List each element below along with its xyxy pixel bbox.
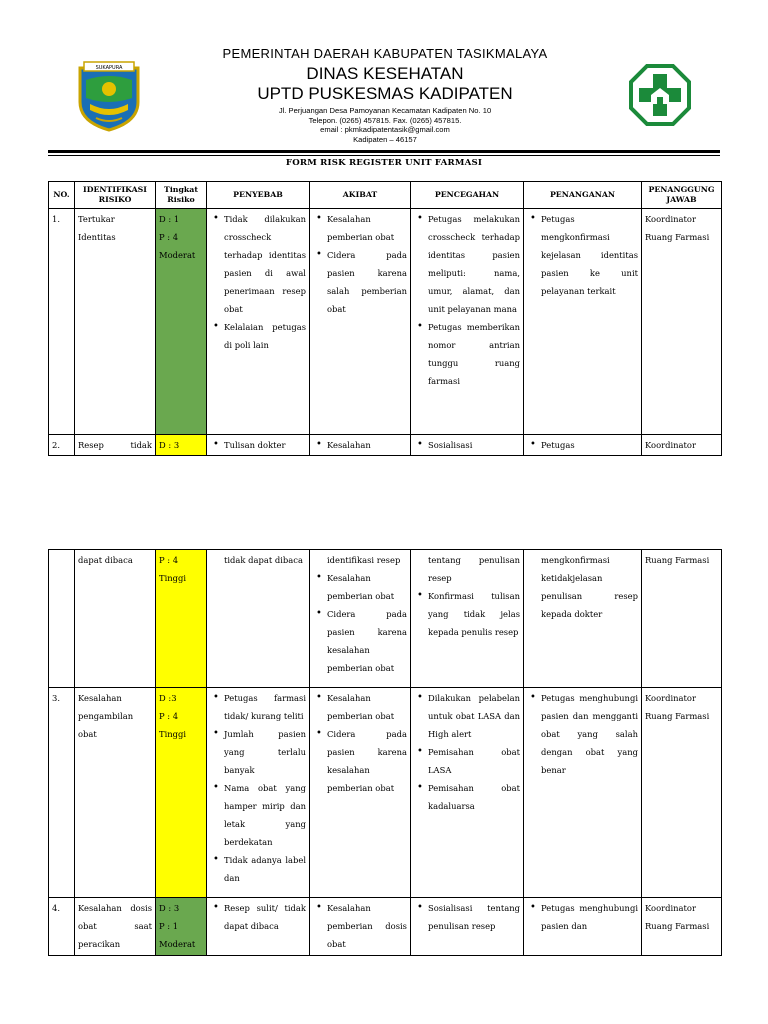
regency-crest-icon [76, 58, 142, 132]
effect-cell [310, 688, 411, 898]
handling-item: • Petugas [541, 436, 638, 454]
pic-cell: Koordinator Ruang Farmasi [642, 688, 722, 898]
handling-cell [524, 550, 642, 688]
row-no: 4. [49, 898, 75, 956]
handling-cell [524, 209, 642, 435]
risk-level-cell [156, 688, 207, 898]
effect-item: • Cidera pada pasien karena salah pemberian obat [327, 246, 407, 318]
address-line: Jl. Perjuangan Desa Pamoyanan Kecamatan Kadipaten No. 10 [278, 106, 492, 115]
cause-cell [207, 550, 310, 688]
effect-item-continued: identifikasi resep [327, 555, 401, 565]
cause-item: • Nama obat yang hamper mirip dan letak yang berdekatan [224, 779, 306, 851]
cause-item: • Kelalaian petugas di poli lain [224, 318, 306, 354]
prevention-item: • Petugas memberikan nomor antrian tunggu ruang farmasi [428, 318, 520, 390]
prevention-cell [411, 688, 524, 898]
risk-level-p: P : 1 [159, 921, 179, 931]
col-header-handling: PENANGANAN [524, 182, 642, 209]
risk-register-table [48, 181, 722, 456]
col-header-level: Tingkat Risiko [156, 182, 207, 209]
letterhead-rule [48, 150, 720, 153]
prevention-item: • Pemisahan obat LASA [428, 743, 520, 779]
handling-cell [524, 898, 642, 956]
col-header-effect: AKIBAT [310, 182, 411, 209]
handling-cell [524, 688, 642, 898]
risk-level-d: D :3 [159, 693, 177, 703]
risk-level-label: Moderat [159, 250, 196, 260]
effect-cell [310, 209, 411, 435]
table-row [49, 209, 722, 435]
risk-level-label: Tinggi [159, 573, 187, 583]
risk-identification: Kesalahan dosis obat saat peracikan [75, 898, 156, 956]
prevention-cell [411, 898, 524, 956]
address-block [200, 106, 570, 144]
risk-level-cell [156, 209, 207, 435]
prevention-item-continued: tentang penulisan resep [428, 555, 520, 583]
prevention-item: • Sosialisasi [428, 436, 520, 454]
col-header-risk: IDENTIFIKASI RISIKO [75, 182, 156, 209]
letterhead-rule-thin [48, 155, 720, 156]
handling-item: • Petugas menghubungi pasien dan mengganti obat yang salah dengan obat yang benar [541, 689, 638, 779]
phone-line: Telepon. (0265) 457815. Fax. (0265) 457815. [308, 115, 462, 125]
risk-level-label: Moderat [159, 939, 196, 949]
pic-cell: Koordinator Ruang Farmasi [642, 209, 722, 435]
pic-cell: Koordinator [642, 435, 722, 456]
effect-cell [310, 898, 411, 956]
row-no: 3. [49, 688, 75, 898]
risk-level-p: P : 4 [159, 711, 179, 721]
handling-item: • Petugas mengkonfirmasi kejelasan identitas pasien ke unit pelayanan terkait [541, 210, 638, 300]
agency-name: DINAS KESEHATAN [306, 64, 464, 83]
col-header-pic: PENANGGUNG JAWAB [642, 182, 722, 209]
pic-cell: Koordinator Ruang Farmasi [642, 898, 722, 956]
col-header-prevention: PENCEGAHAN [411, 182, 524, 209]
prevention-item: • Konfirmasi tulisan yang tidak jelas kepada penulis resep [428, 587, 520, 641]
cause-item: • Resep sulit/ tidak dapat dibaca [224, 899, 306, 935]
risk-level-cell [156, 898, 207, 956]
cause-item: • Tidak dilakukan crosscheck terhadap identitas pasien di awal penerimaan resep obat [224, 210, 306, 318]
table-row [49, 688, 722, 898]
cause-cell [207, 435, 310, 456]
handling-cell [524, 435, 642, 456]
prevention-item: • Pemisahan obat kadaluarsa [428, 779, 520, 815]
row-no: 2. [49, 435, 75, 456]
col-header-cause: PENYEBAB [207, 182, 310, 209]
col-header-no: NO. [49, 182, 75, 209]
risk-identification: dapat dibaca [75, 550, 156, 688]
postal-line: Kadipaten – 46157 [353, 134, 417, 144]
risk-level-p: P : 4 [159, 232, 179, 242]
row-no: 1. [49, 209, 75, 435]
risk-level-label: Tinggi [159, 729, 187, 739]
effect-item: • Cidera pada pasien karena kesalahan pemberian obat [327, 725, 407, 797]
handling-item: • Petugas menghubungi pasien dan [541, 899, 638, 935]
pic-cell: Ruang Farmasi [642, 550, 722, 688]
effect-item: • Kesalahan pemberian obat [327, 569, 407, 605]
government-name: PEMERINTAH DAERAH KABUPATEN TASIKMALAYA [222, 46, 548, 61]
table-header-row [49, 182, 722, 209]
cause-item: • Petugas farmasi tidak/ kurang teliti [224, 689, 306, 725]
effect-item: • Kesalahan pemberian obat [327, 689, 407, 725]
prevention-cell [411, 550, 524, 688]
cause-item-continued: tidak dapat dibaca [224, 555, 303, 565]
risk-identification: Tertukar Identitas [75, 209, 156, 435]
logo-left-text: SUKAPURA [95, 65, 123, 71]
risk-level-cell [156, 550, 207, 688]
cause-item: • Tidak adanya label dan [224, 851, 306, 887]
risk-level-d: D : 1 [159, 214, 180, 224]
row-no [49, 550, 75, 688]
puskesmas-cross-icon [629, 64, 691, 126]
cause-cell [207, 209, 310, 435]
effect-item: • Kesalahan [327, 436, 407, 454]
prevention-item: • Dilakukan pelabelan untuk obat LASA dan High alert [428, 689, 520, 743]
risk-level-p: P : 4 [159, 555, 179, 565]
effect-item: • Cidera pada pasien karena kesalahan pemberian obat [327, 605, 407, 677]
form-title: FORM RISK REGISTER UNIT FARMASI [285, 158, 483, 168]
effect-cell [310, 550, 411, 688]
cause-cell [207, 898, 310, 956]
effect-item: • Kesalahan pemberian obat [327, 210, 407, 246]
prevention-item: • Sosialisasi tentang penulisan resep [428, 899, 520, 935]
prevention-item: • Petugas melakukan crosscheck terhadap identitas pasien meliputi: nama, umur, alamat, dan unit pelayanan mana [428, 210, 520, 318]
effect-cell [310, 435, 411, 456]
risk-identification: Resep tidak [75, 435, 156, 456]
prevention-cell [411, 209, 524, 435]
handling-item-continued: mengkonfirmasi ketidakjelasan penulisan resep kepada dokter [541, 555, 638, 619]
cause-item: • Tulisan dokter [224, 436, 306, 454]
puskesmas-name: UPTD PUSKESMAS KADIPATEN [257, 84, 513, 103]
effect-item: • Kesalahan pemberian dosis obat [327, 899, 407, 953]
table-row [49, 435, 722, 456]
risk-level-d: D : 3 [159, 903, 180, 913]
risk-register-table-continued [48, 549, 722, 956]
cause-cell [207, 688, 310, 898]
table-row [49, 550, 722, 688]
cause-item: • Jumlah pasien yang terlalu banyak [224, 725, 306, 779]
table-row [49, 898, 722, 956]
prevention-cell [411, 435, 524, 456]
risk-identification: Kesalahan pengambilan obat [75, 688, 156, 898]
email-line: email : pkmkadipatentasik@gmail.com [320, 125, 450, 135]
risk-level-d: D : 3 [156, 435, 207, 456]
